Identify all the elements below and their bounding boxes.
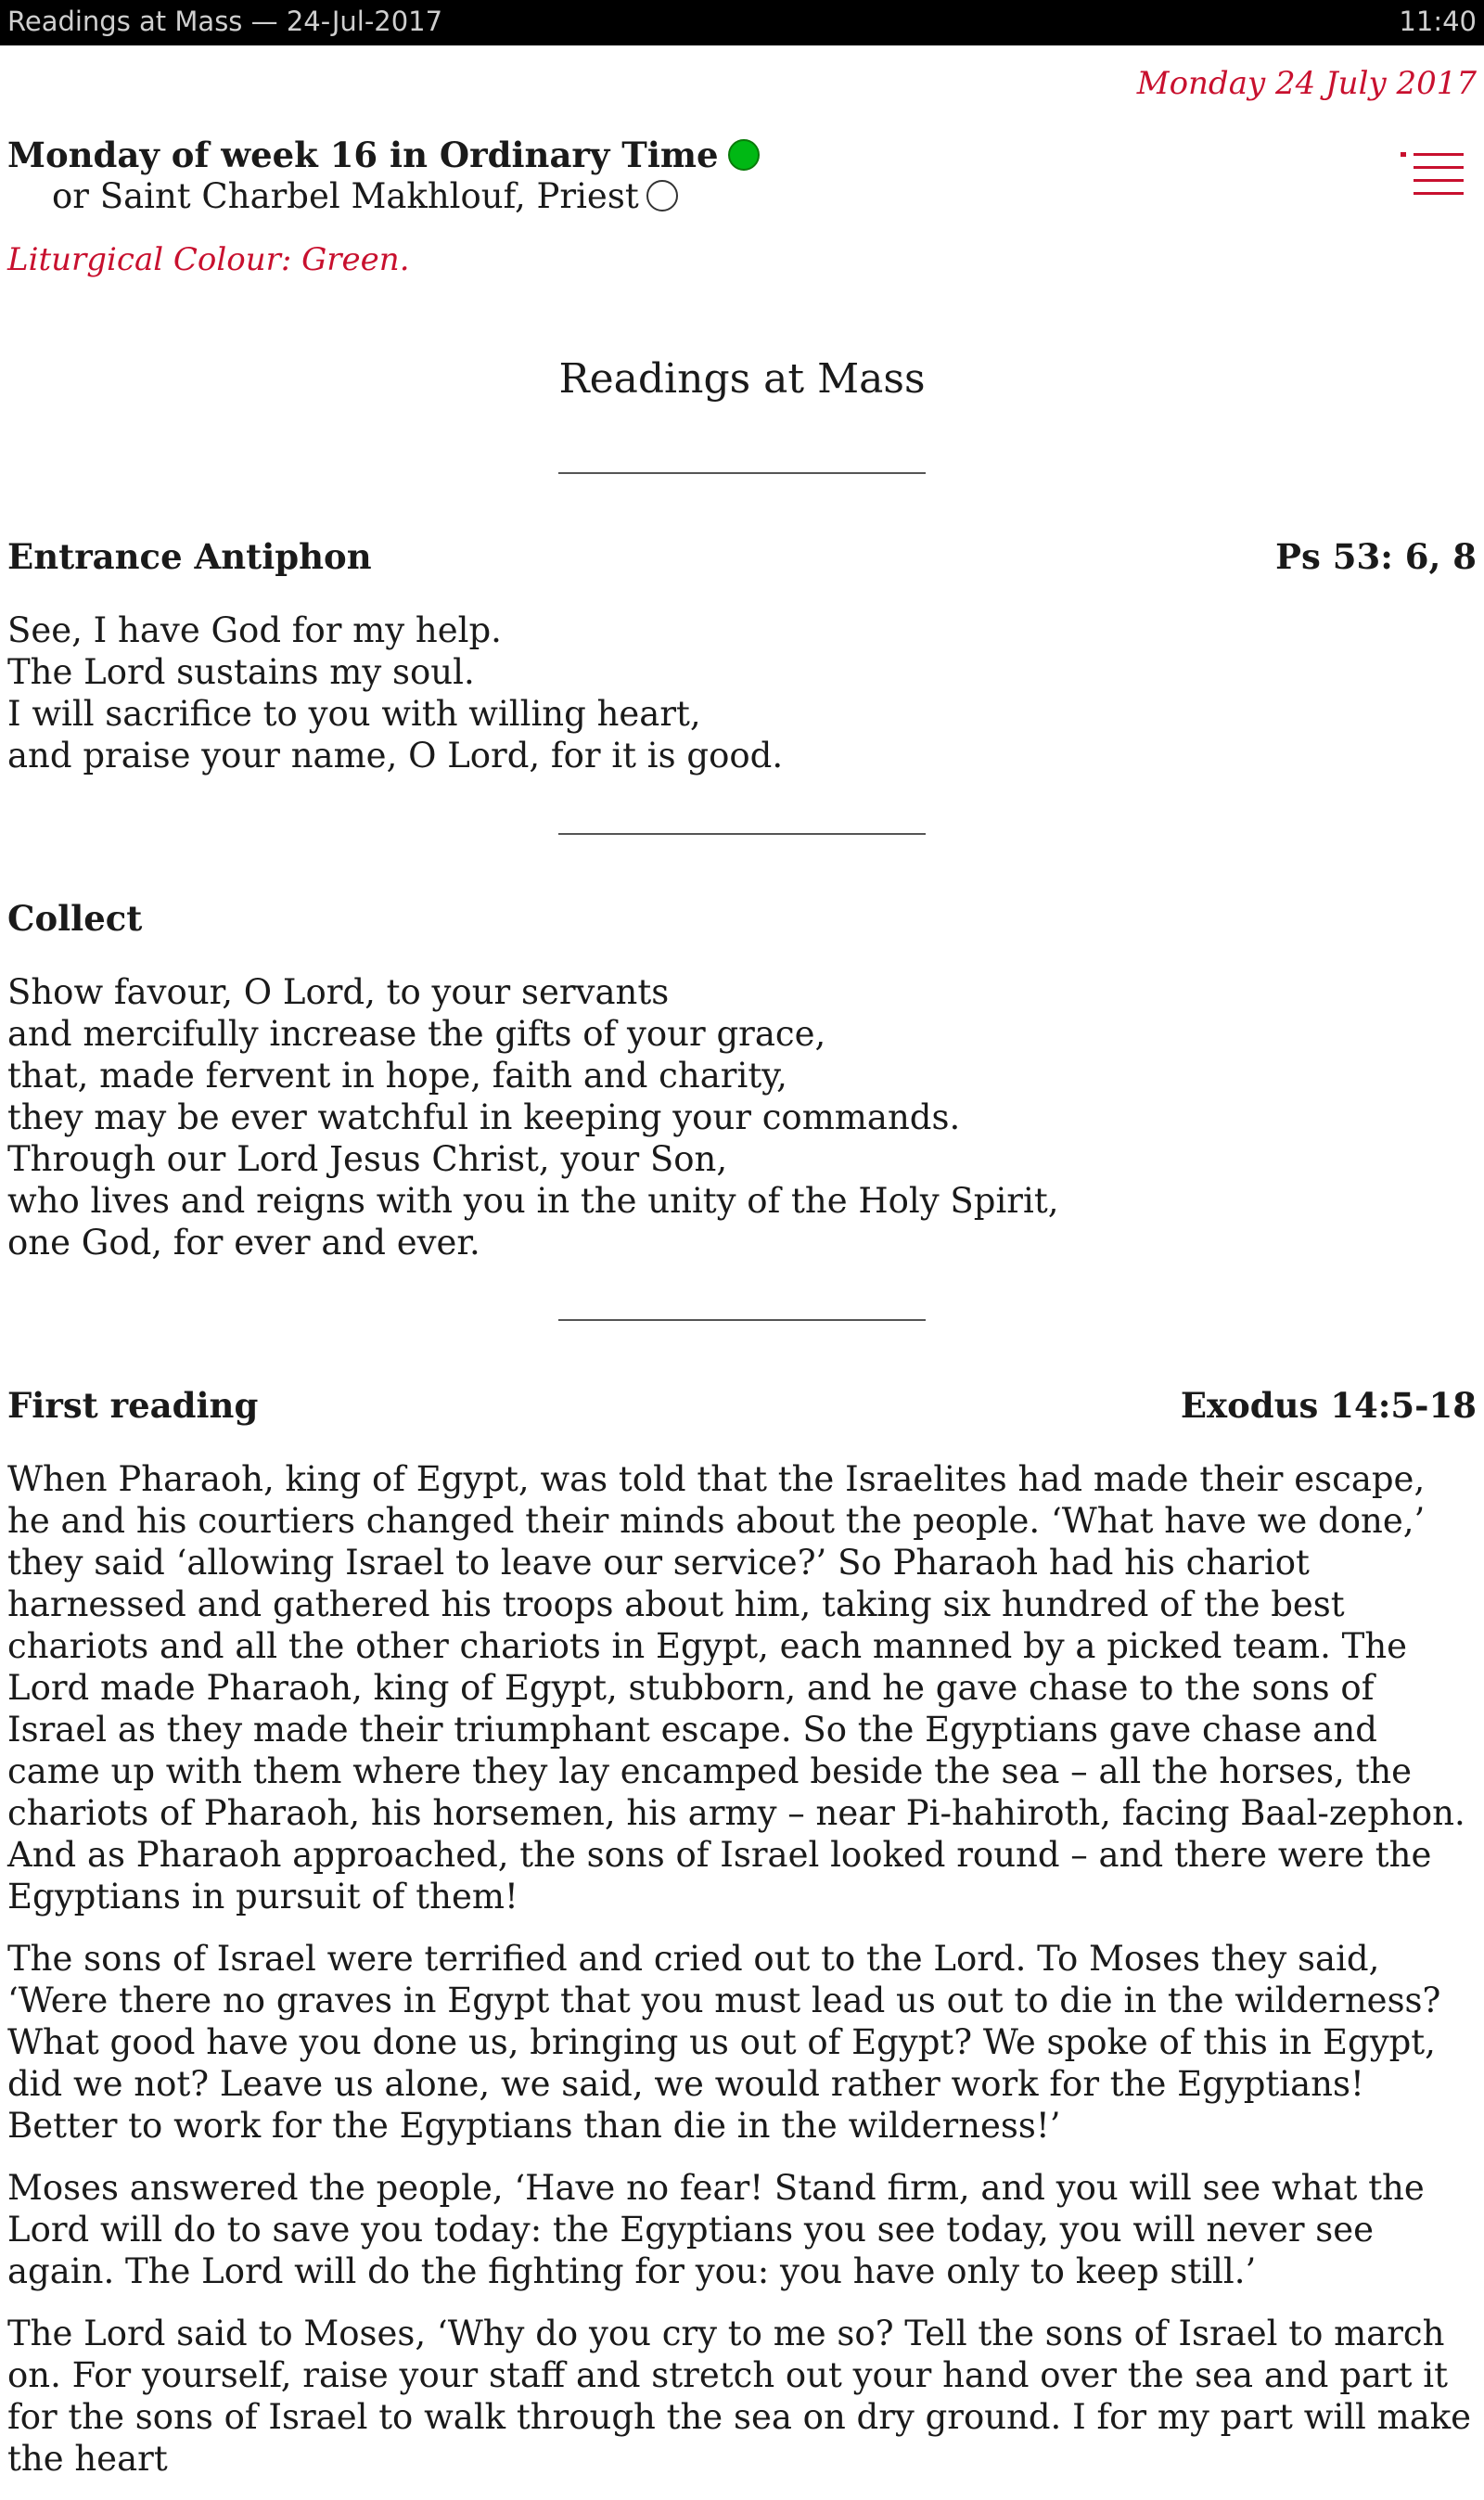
status-bar-title: Readings at Mass — 24-Jul-2017: [7, 6, 443, 37]
day-title-label: Monday of week 16 in Ordinary Time: [7, 135, 719, 175]
page-title: Readings at Mass: [558, 355, 926, 403]
first-reading-title: First reading: [7, 1385, 259, 1426]
entrance-antiphon-reference: Ps 53: 6, 8: [1275, 536, 1477, 577]
status-bar: [0, 0, 1484, 45]
collect-text: [7, 971, 1058, 1263]
verse-line: and praise your name, O Lord, for it is good.: [7, 736, 784, 776]
verse-line: and mercifully increase the gifts of your grace,: [7, 1014, 826, 1054]
white-colour-dot-icon: [646, 180, 678, 212]
entrance-antiphon-title: Entrance Antiphon: [7, 536, 372, 577]
day-title[interactable]: [7, 135, 760, 175]
verse-line: See, I have God for my help.: [7, 610, 502, 650]
liturgical-colour: Liturgical Colour: Green.: [7, 241, 410, 278]
reading-paragraph: When Pharaoh, king of Egypt, was told that the Israelites had made their escape, he and his courtiers changed their minds about the people. ‘What have we done,’ they said ‘allowing Israel to leave our service?’ So Pharaoh had his chariot harnessed and gathered his troops about him, taking six hundred of the best chariots and all the other chariots in Egypt, each manned by a picked team. The Lord made Pharaoh, king of Egypt, stubborn, and he gave chase to the sons of Israel as they made their triumphant escape. So the Egyptians gave chase and came up with them where they lay encamped beside the sea – all the horses, the chariots of Pharaoh, his horsemen, his army – near Pi-hahiroth, facing Baal-zephon. And as Pharaoh approached, the sons of Israel looked round – and there were the Egyptians in pursuit of them!: [7, 1459, 1465, 1917]
verse-line: who lives and reigns with you in the unity of the Holy Spirit,: [7, 1181, 1059, 1221]
entrance-antiphon-text: [7, 609, 783, 776]
verse-line: Show favour, O Lord, to your servants: [7, 972, 670, 1012]
alt-celebration[interactable]: [52, 176, 678, 216]
verse-line: they may be ever watchful in keeping your commands.: [7, 1097, 961, 1137]
reading-paragraph: The Lord said to Moses, ‘Why do you cry to me so? Tell the sons of Israel to march on. For yourself, raise your staff and stretch out your hand over the sea and part it for the sons of Israel to walk through the sea on dry ground. I for my part will make the heart: [7, 2314, 1472, 2479]
divider: [558, 472, 926, 474]
status-bar-time: 11:40: [1399, 6, 1477, 37]
divider: [558, 833, 926, 835]
date-label: Monday 24 July 2017: [1136, 65, 1477, 102]
verse-line: that, made fervent in hope, faith and charity,: [7, 1056, 787, 1096]
first-reading-text: [7, 1458, 1477, 2500]
collect-title: Collect: [7, 898, 143, 939]
divider: [558, 1319, 926, 1321]
verse-line: The Lord sustains my soul.: [7, 652, 475, 692]
alt-celebration-label: or Saint Charbel Makhlouf, Priest: [52, 176, 639, 216]
reading-paragraph: The sons of Israel were terrified and cried out to the Lord. To Moses they said, ‘Were there no graves in Egypt that you must lead us out to die in the wilderness? What good have you done us, bringing us out of Egypt? We spoke of this in Egypt, did we not? Leave us alone, we said, we would rather work for the Egyptians! Better to work for the Egyptians than die in the wilderness!’: [7, 1939, 1441, 2146]
green-colour-dot-icon: [728, 139, 760, 171]
list-menu-icon[interactable]: [1399, 148, 1465, 204]
first-reading-reference: Exodus 14:5-18: [1180, 1385, 1477, 1426]
reading-paragraph: Moses answered the people, ‘Have no fear! Stand firm, and you will see what the Lord will do to save you today: the Egyptians you see today, you will never see again. The Lord will do the fighting for you: you have only to keep still.’: [7, 2168, 1425, 2291]
verse-line: one God, for ever and ever.: [7, 1223, 480, 1263]
verse-line: Through our Lord Jesus Christ, your Son,: [7, 1139, 728, 1179]
verse-line: I will sacrifice to you with willing heart,: [7, 694, 701, 734]
